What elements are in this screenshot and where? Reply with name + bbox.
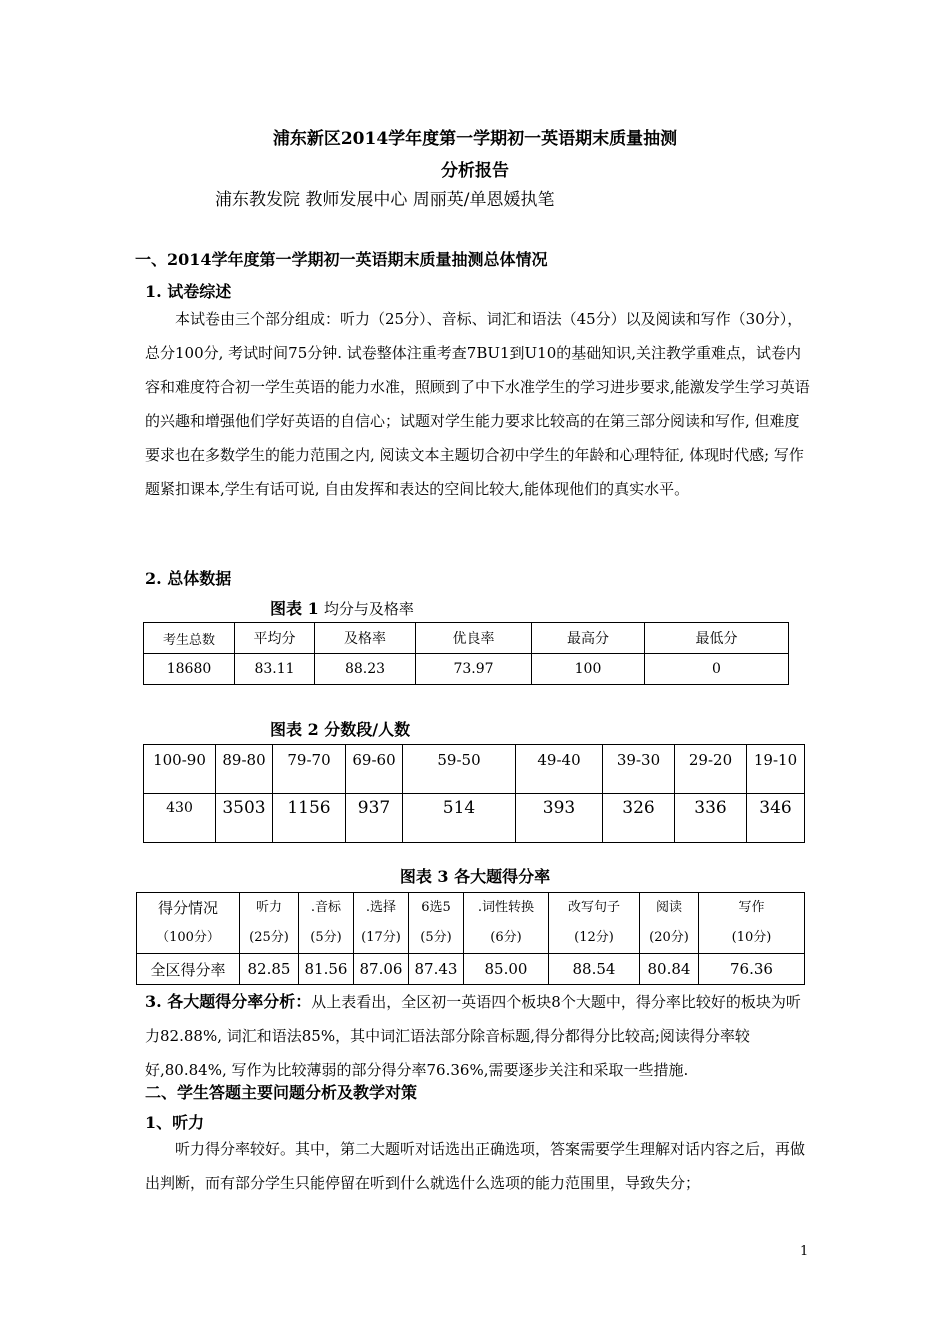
author-line: 浦东教发院 教师发展中心 周丽英/单恩媛执笔	[215, 190, 555, 210]
analysis-body: 从上表看出，全区初一英语四个板块8个大题中，得分率比较好的板块为听力82.88%, 词汇和语法85%，其中词汇语法部分除音标题,得分都得分比较高;阅读得分率较好,80.84%, 写作为比较薄弱的部分得分率76.36%,需要逐步关注和采取一些措施.	[145, 993, 801, 1079]
table-header-cell: 49-40	[516, 745, 603, 794]
page-number: 1	[800, 1244, 809, 1259]
table-row	[144, 745, 805, 794]
table-cell: 76.36	[699, 954, 805, 985]
table-cell: 81.56	[299, 954, 354, 985]
table-cell: 87.06	[354, 954, 409, 985]
header-sub: (10分)	[731, 930, 772, 945]
analysis-text	[145, 985, 810, 1087]
table-header-cell	[240, 893, 299, 954]
header-sub: （100分）	[156, 930, 220, 945]
table1-caption	[270, 596, 414, 619]
header-sub: (17分)	[361, 930, 401, 945]
header-name: 改写句子	[567, 900, 620, 915]
table-cell: 73.97	[416, 654, 532, 685]
table-cell: 88.23	[315, 654, 416, 685]
analysis-paragraph	[145, 985, 810, 1087]
table-header-cell: 考生总数	[144, 623, 235, 654]
table-cell: 430	[144, 794, 216, 843]
section2-heading: 二、学生答题主要问题分析及教学对策	[145, 1083, 418, 1102]
table-header-cell: 优良率	[416, 623, 532, 654]
table-cell: 326	[603, 794, 675, 843]
table-row	[144, 623, 789, 654]
table-cell: 83.11	[235, 654, 315, 685]
doc-subtitle: 分析报告	[441, 161, 509, 181]
table-header-cell	[137, 893, 240, 954]
table-average-pass-rate	[143, 622, 789, 685]
header-name: .选择	[365, 900, 397, 915]
table-header-cell: 79-70	[273, 745, 346, 794]
header-name: .词性转换	[477, 900, 535, 915]
table-row	[144, 794, 805, 843]
subsection-data-heading: 2. 总体数据	[145, 569, 232, 588]
table-cell: 1156	[273, 794, 346, 843]
table1-caption-text: 均分与及格率	[323, 600, 414, 618]
table2-caption: 图表 2 分数段/人数	[270, 720, 411, 739]
table-cell: 937	[346, 794, 403, 843]
table-header-cell	[299, 893, 354, 954]
table-row-label: 全区得分率	[137, 954, 240, 985]
table-cell: 0	[645, 654, 789, 685]
table-header-cell: 29-20	[675, 745, 747, 794]
table-cell: 346	[747, 794, 805, 843]
table-row	[137, 954, 805, 985]
header-name: 阅读	[655, 900, 682, 915]
header-sub: (20分)	[649, 930, 689, 945]
table-section-score-rates	[136, 892, 805, 985]
table-cell: 80.84	[640, 954, 699, 985]
header-sub: (6分)	[490, 930, 522, 945]
doc-title: 浦东新区2014学年度第一学期初一英语期末质量抽测	[272, 129, 678, 149]
listening-paragraph	[145, 1132, 810, 1200]
header-sub: (5分)	[310, 930, 342, 945]
header-name: 得分情况	[157, 899, 218, 917]
header-sub: (25分)	[249, 930, 289, 945]
table-header-cell	[409, 893, 464, 954]
table-header-cell: 最高分	[532, 623, 645, 654]
table-cell: 393	[516, 794, 603, 843]
table-header-cell: 59-50	[403, 745, 516, 794]
table-header-cell: 及格率	[315, 623, 416, 654]
table-row	[144, 654, 789, 685]
table-header-cell	[699, 893, 805, 954]
table-header-cell	[640, 893, 699, 954]
table-cell: 336	[675, 794, 747, 843]
table-header-cell: 最低分	[645, 623, 789, 654]
header-name: 6选5	[421, 900, 451, 915]
table-header-cell: 69-60	[346, 745, 403, 794]
table-cell: 18680	[144, 654, 235, 685]
table3-caption: 图表 3 各大题得分率	[399, 867, 551, 886]
table-header-cell: 19-10	[747, 745, 805, 794]
header-name: 听力	[255, 900, 282, 915]
header-name: 写作	[738, 900, 765, 915]
header-name: .音标	[310, 900, 342, 915]
table-header-cell: 39-30	[603, 745, 675, 794]
table-header-cell: 平均分	[235, 623, 315, 654]
table-cell: 87.43	[409, 954, 464, 985]
section1-heading: 一、2014学年度第一学期初一英语期末质量抽测总体情况	[135, 250, 548, 269]
table-header-cell: 89-80	[216, 745, 273, 794]
header-sub: (12分)	[574, 930, 614, 945]
overview-text: 本试卷由三个部分组成：听力（25分）、音标、词汇和语法（45分）以及阅读和写作（30分），总分100分, 考试时间75分钟. 试卷整体注重考查7BU1到U10的基础知识,关注教学重难点，试卷内容和难度符合初一学生英语的能力水准，照顾到了中下水准学生的学习进步要求,能激发学生学习英语的兴趣和增强他们学好英语的自信心；试题对学生能力要求比较高的在第三部分阅读和写作, 但难度要求也在多数学生的能力范围之内, 阅读文本主题切合初中学生的年龄和心理特征, 体现时代感; 写作题紧扣课本,学生有话可说, 自由发挥和表达的空间比较大,能体现他们的真实水平。	[145, 310, 810, 498]
table-score-distribution	[143, 744, 805, 843]
table-cell: 3503	[216, 794, 273, 843]
subsection-overview-heading: 1. 试卷综述	[145, 282, 232, 301]
table-cell: 514	[403, 794, 516, 843]
table-cell: 82.85	[240, 954, 299, 985]
table-cell: 100	[532, 654, 645, 685]
header-sub: (5分)	[420, 930, 452, 945]
listening-text: 听力得分率较好。其中，第二大题听对话选出正确选项，答案需要学生理解对话内容之后，再做出判断，而有部分学生只能停留在听到什么就选什么选项的能力范围里，导致失分；	[145, 1140, 806, 1192]
table-cell: 85.00	[464, 954, 549, 985]
table-header-cell: 100-90	[144, 745, 216, 794]
table-header-cell	[464, 893, 549, 954]
table-cell: 88.54	[549, 954, 640, 985]
overview-paragraph	[145, 302, 810, 506]
table-row	[137, 893, 805, 954]
table-header-cell	[354, 893, 409, 954]
analysis-heading: 3. 各大题得分率分析：	[145, 992, 312, 1011]
subsection-listening-heading: 1、听力	[145, 1113, 205, 1132]
table-header-cell	[549, 893, 640, 954]
table1-caption-label: 图表 1	[270, 599, 319, 618]
